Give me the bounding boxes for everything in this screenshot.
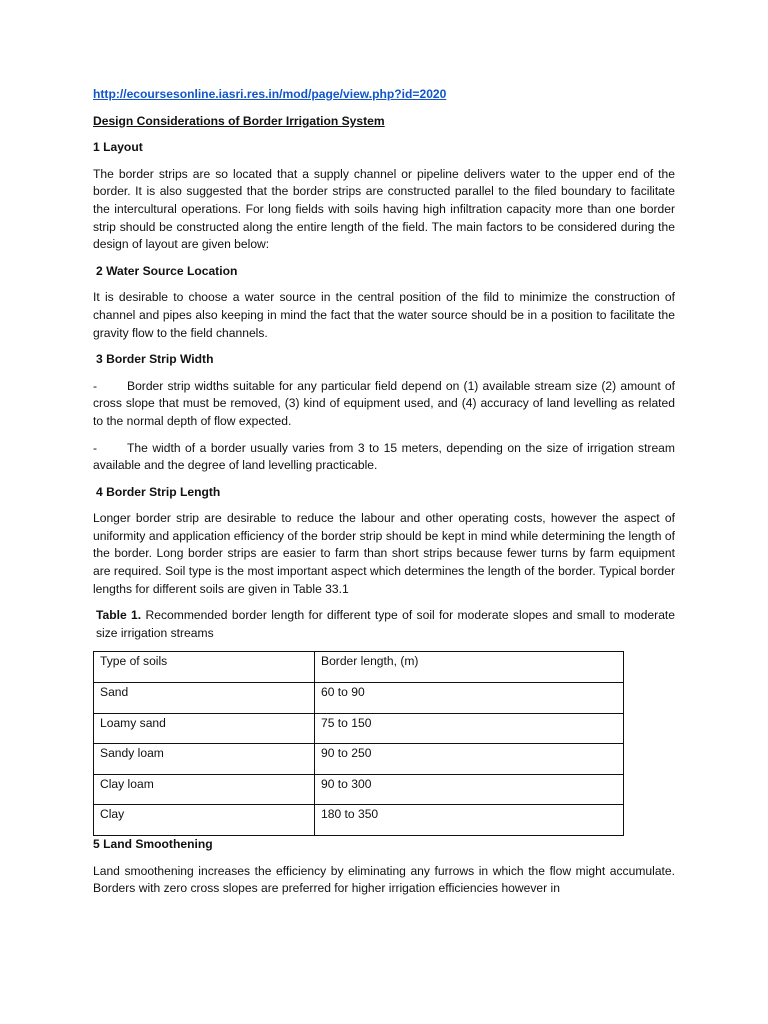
bullet-text: Border strip widths suitable for any particular field depend on (1) available stream size (2) amount of cross slope that must be removed, (3) kind of equipment used, and (4) accuracy of land levelling as related to the normal depth of flow expected. (93, 378, 675, 428)
table-cell-soil: Loamy sand (94, 713, 315, 744)
table-caption-text: Recommended border length for different type of soil for moderate slopes and small to moderate size irrigation streams (96, 608, 676, 640)
table-row (94, 683, 624, 714)
table-cell-length: 90 to 250 (315, 744, 624, 775)
paragraph-water-source: It is desirable to choose a water source in the central position of the fild to minimize the construction of channel and pipes also keeping in mind the fact that the water source should be in a position to facilitate the gravity flow to the field channels. (93, 290, 675, 340)
table-row (94, 774, 624, 805)
table-header-row (94, 652, 624, 683)
table-row (94, 805, 624, 836)
table-row (94, 713, 624, 744)
bullet-text: The width of a border usually varies from 3 to 15 meters, depending on the size of irrigation stream available and the degree of land levelling practicable. (93, 440, 675, 473)
section-heading-water-source: 2 Water Source Location (96, 263, 238, 278)
source-link[interactable]: http://ecoursesonline.iasri.res.in/mod/page/view.php?id=2020 (93, 87, 447, 101)
table-caption (93, 607, 675, 642)
table-row (94, 744, 624, 775)
table-cell-soil: Clay (94, 805, 315, 836)
table-cell-soil: Clay loam (94, 774, 315, 805)
document-title: Design Considerations of Border Irrigation System (93, 113, 385, 128)
section-heading-layout: 1 Layout (93, 140, 143, 155)
table-header-cell: Border length, (m) (315, 652, 624, 683)
table-cell-length: 180 to 350 (315, 805, 624, 836)
paragraph-strip-length: Longer border strip are desirable to reduce the labour and other operating costs, however the aspect of uniformity and application efficiency of the border strip should be kept in mind while determining the length of the border. Long border strips are easier to farm than short strips because fewer turns by farm equipment are required. Soil type is the most important aspect which determines the length of the border. Typical border lengths for different soils are given in Table 33.1 (93, 511, 675, 596)
document-page (93, 86, 675, 907)
paragraph-layout: The border strips are so located that a supply channel or pipeline delivers water to the upper end of the border. It is also suggested that the border strips are constructed parallel to the filed boundary to facilitate the intercultural operations. For long fields with soils having high infiltration capacity more than one border strip should be constructed along the entire length of the field. The main factors to be considered during the design of layout are given below: (93, 166, 675, 252)
table-cell-length: 90 to 300 (315, 774, 624, 805)
bullet-strip-width-2 (93, 440, 675, 475)
table-cell-length: 60 to 90 (315, 683, 624, 714)
section-heading-smoothening: 5 Land Smoothening (93, 837, 213, 851)
bullet-marker: - (93, 440, 98, 455)
table-cell-soil: Sand (94, 683, 315, 714)
table-cell-length: 75 to 150 (315, 713, 624, 744)
border-length-table (93, 651, 624, 836)
table-cell-soil: Sandy loam (94, 744, 315, 775)
table-header-cell: Type of soils (94, 652, 315, 683)
bullet-marker: - (93, 378, 98, 393)
table-caption-label: Table 1. (96, 608, 142, 623)
paragraph-smoothening: Land smoothening increases the efficiency by eliminating any furrows in which the flow might accumulate. Borders with zero cross slopes are preferred for higher irrigation efficiencies however in (93, 863, 675, 896)
bullet-strip-width-1 (93, 378, 675, 431)
section-heading-strip-length: 4 Border Strip Length (96, 484, 221, 499)
section-heading-strip-width: 3 Border Strip Width (96, 352, 214, 367)
